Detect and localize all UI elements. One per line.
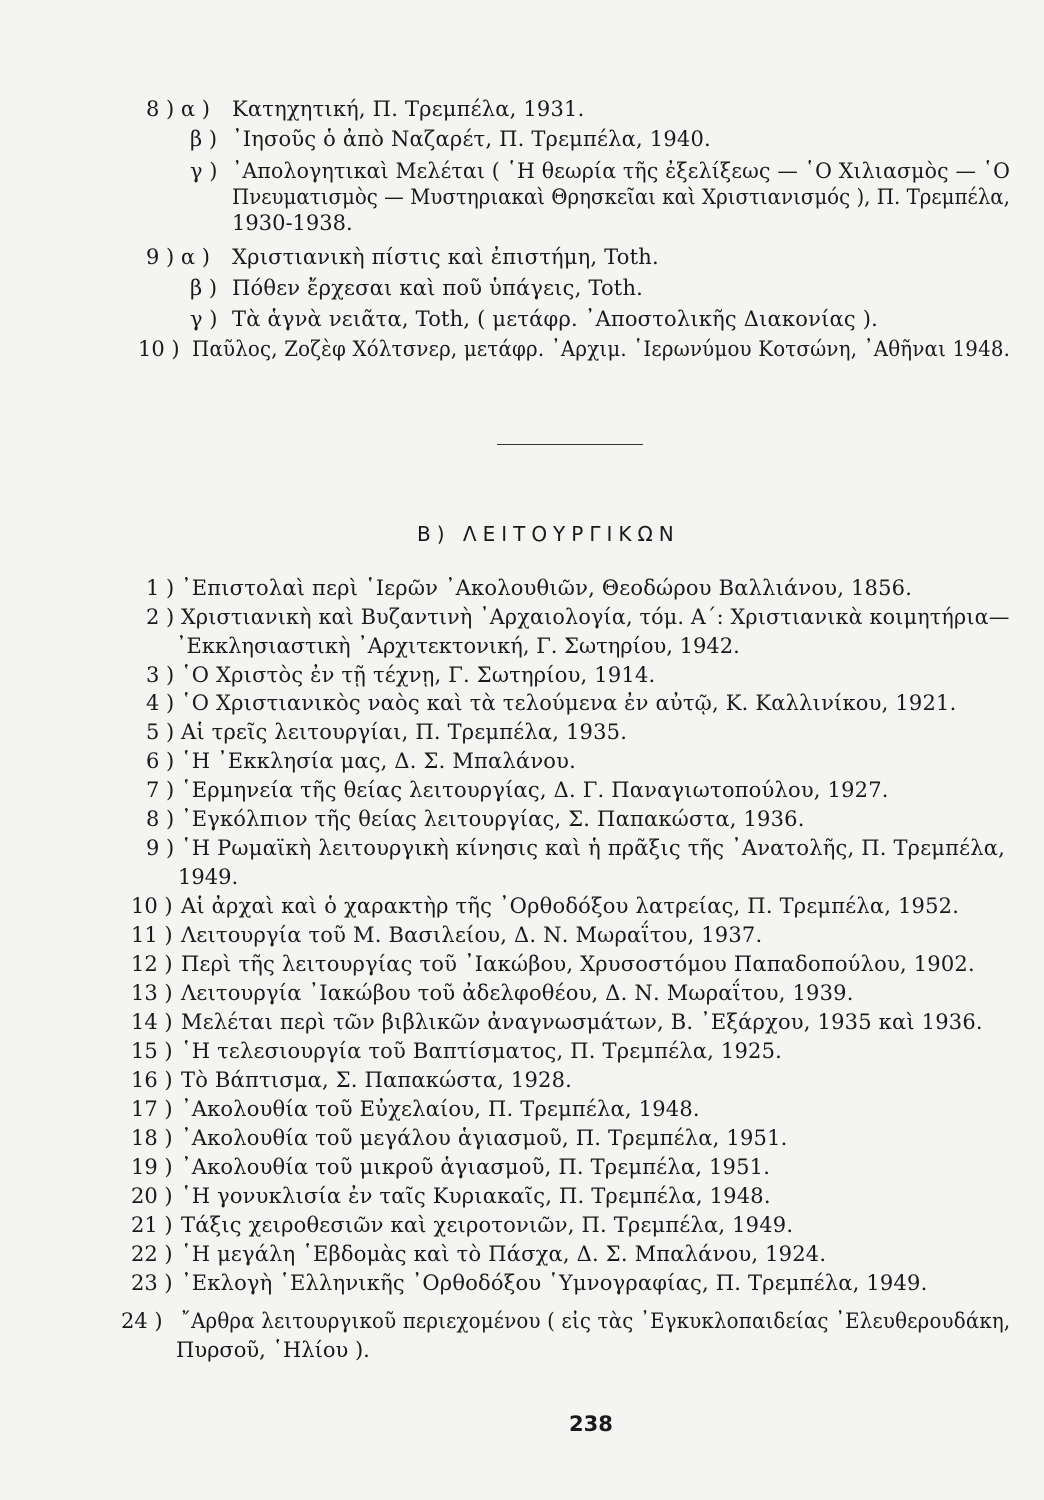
list-item-marker: γ ) [190, 159, 218, 183]
list-item-number: 1 ) [146, 576, 175, 600]
list-item-number: 17 ) [131, 1097, 173, 1121]
list-item-number: 6 ) [146, 749, 175, 773]
list-item-number: 12 ) [131, 952, 173, 976]
list-item-number: 10 ) [131, 894, 173, 918]
list-item: ᾿Ακολουθία τοῦ μικροῦ ἁγιασμοῦ, Π. Τρεμπέλα, 1951. [181, 1155, 771, 1179]
list-item-number: 24 ) [121, 1309, 163, 1333]
list-item: ᾿Εκλογὴ ῾Ελληνικῆς ᾿Ορθοδόξου ῾Υμνογραφίας, Π. Τρεμπέλα, 1949. [181, 1271, 928, 1295]
list-item-continuation: 1949. [178, 865, 239, 889]
page-number: 238 [569, 1412, 613, 1436]
list-item: ῾Η ᾿Εκκλησία μας, Δ. Σ. Μπαλάνου. [181, 749, 576, 773]
list-item-number: 13 ) [131, 981, 173, 1005]
list-item-number: 14 ) [131, 1010, 173, 1034]
list-item: ᾿Εγκόλπιον τῆς θείας λειτουργίας, Σ. Παπακώστα, 1936. [181, 807, 805, 831]
list-item: Χριστιανικὴ πίστις καὶ ἐπιστήμη, Toth. [232, 245, 659, 269]
list-item-continuation: ᾿Εκκλησιαστικὴ ᾿Αρχιτεκτονική, Γ. Σωτηρίου, 1942. [176, 634, 740, 658]
list-item: ᾿Επιστολαὶ περὶ ῾Ιερῶν ᾿Ακολουθιῶν, Θεοδώρου Βαλλιάνου, 1856. [181, 576, 913, 600]
list-item-number: 21 ) [131, 1213, 173, 1237]
list-item-number: 7 ) [146, 778, 175, 802]
list-item: ῾Η Ρωμαϊκὴ λειτουργικὴ κίνησις καὶ ἡ πρᾶξις τῆς ᾿Ανατολῆς, Π. Τρεμπέλα, [181, 836, 1006, 860]
list-item: Τὸ Βάπτισμα, Σ. Παπακώστα, 1928. [181, 1068, 573, 1092]
list-item: ῾Ερμηνεία τῆς θείας λειτουργίας, Δ. Γ. Παναγιωτοπούλου, 1927. [181, 778, 889, 802]
list-item-number: 22 ) [131, 1242, 173, 1266]
list-item: Αἱ τρεῖς λειτουργίαι, Π. Τρεμπέλα, 1935. [181, 720, 628, 744]
list-item-marker: β ) [190, 127, 218, 151]
list-item: Λειτουργία τοῦ Μ. Βασιλείου, Δ. Ν. Μωραΐτου, 1937. [181, 923, 763, 947]
list-item: ῾Ο Χριστὸς ἐν τῇ τέχνῃ, Γ. Σωτηρίου, 1914. [181, 663, 656, 687]
list-item: ῾Ο Χριστιανικὸς ναὸς καὶ τὰ τελούμενα ἐν αὐτῷ, Κ. Καλλινίκου, 1921. [181, 691, 957, 715]
list-item-marker: 8 ) α ) [146, 97, 210, 121]
section-divider [497, 444, 643, 445]
list-item-number: 15 ) [131, 1039, 173, 1063]
list-item: ᾿Ακολουθία τοῦ Εὐχελαίου, Π. Τρεμπέλα, 1948. [181, 1097, 700, 1121]
list-item-number: 8 ) [146, 807, 175, 831]
list-item-number: 11 ) [131, 923, 173, 947]
list-item-number: 19 ) [131, 1155, 173, 1179]
list-item: Χριστιανικὴ καὶ Βυζαντινὴ ᾿Αρχαιολογία, τόμ. Α΄: Χριστιανικὰ κοιμητήρια— [181, 605, 1010, 629]
list-item: ᾿Ιησοῦς ὁ ἀπὸ Ναζαρέτ, Π. Τρεμπέλα, 1940. [232, 127, 711, 151]
list-item: ῾Η μεγάλη ῾Εβδομὰς καὶ τὸ Πάσχα, Δ. Σ. Μπαλάνου, 1924. [181, 1242, 827, 1266]
list-item-number: 16 ) [131, 1068, 173, 1092]
list-item-number: 20 ) [131, 1184, 173, 1208]
list-item-marker: γ ) [190, 307, 218, 331]
list-item: ῎Αρθρα λειτουργικοῦ περιεχομένου ( εἰς τὰς ᾿Εγκυκλοπαιδείας ᾿Ελευθερουδάκη, [181, 1309, 1011, 1333]
section-heading: Β) ΛΕΙΤΟΥΡΓΙΚΩΝ [417, 522, 680, 546]
list-item: Πόθεν ἔρχεσαι καὶ ποῦ ὑπάγεις, Toth. [232, 276, 644, 300]
list-item: Τὰ ἁγνὰ νειᾶτα, Toth, ( μετάφρ. ᾿Αποστολικῆς Διακονίας ). [232, 307, 878, 331]
list-item-number: 18 ) [131, 1126, 173, 1150]
list-item-number: 9 ) [146, 836, 175, 860]
list-item: Αἱ ἀρχαὶ καὶ ὁ χαρακτὴρ τῆς ᾿Ορθοδόξου λατρείας, Π. Τρεμπέλα, 1952. [181, 894, 960, 918]
list-item: Τάξις χειροθεσιῶν καὶ χειροτονιῶν, Π. Τρεμπέλα, 1949. [181, 1213, 794, 1237]
list-item: Μελέται περὶ τῶν βιβλικῶν ἀναγνωσμάτων, Β. ᾿Εξάρχου, 1935 καὶ 1936. [181, 1010, 983, 1034]
list-item-continuation: Πυρσοῦ, ῾Ηλίου ). [176, 1338, 370, 1362]
list-item: ᾿Απολογητικαὶ Μελέται ( ῾Η θεωρία τῆς ἐξελίξεως — ῾Ο Χιλιασμὸς — ῾Ο [232, 159, 1011, 183]
list-item: ῾Η γονυκλισία ἐν ταῖς Κυριακαῖς, Π. Τρεμπέλα, 1948. [181, 1184, 771, 1208]
list-item-continuation: 1930-1938. [232, 211, 353, 235]
list-item-number: 3 ) [146, 663, 175, 687]
list-item: ῾Η τελεσιουργία τοῦ Βαπτίσματος, Π. Τρεμπέλα, 1925. [181, 1039, 783, 1063]
list-item: Περὶ τῆς λειτουργίας τοῦ ᾿Ιακώβου, Χρυσοστόμου Παπαδοπούλου, 1902. [181, 952, 975, 976]
list-item-continuation: Πνευματισμὸς — Μυστηριακαὶ Θρησκεῖαι καὶ Χριστιανισμός ), Π. Τρεμπέλα, [232, 185, 1010, 209]
list-item-number: 5 ) [146, 720, 175, 744]
list-item-number: 23 ) [131, 1271, 173, 1295]
list-item-marker: 9 ) α ) [146, 245, 210, 269]
list-item: Λειτουργία ᾿Ιακώβου τοῦ ἀδελφοθέου, Δ. Ν. Μωραΐτου, 1939. [181, 981, 854, 1005]
list-item: Παῦλος, Ζοζὲφ Χόλτσνερ, μετάφρ. ᾿Αρχιμ. ῾Ιερωνύμου Κοτσώνη, ᾿Αθῆναι 1948. [192, 337, 1011, 361]
list-item: ᾿Ακολουθία τοῦ μεγάλου ἁγιασμοῦ, Π. Τρεμπέλα, 1951. [181, 1126, 788, 1150]
list-item-marker: β ) [190, 276, 218, 300]
list-item: Κατηχητική, Π. Τρεμπέλα, 1931. [232, 97, 585, 121]
list-item-number: 4 ) [146, 691, 175, 715]
list-item-number: 2 ) [146, 605, 175, 629]
list-item-marker: 10 ) [138, 337, 180, 361]
